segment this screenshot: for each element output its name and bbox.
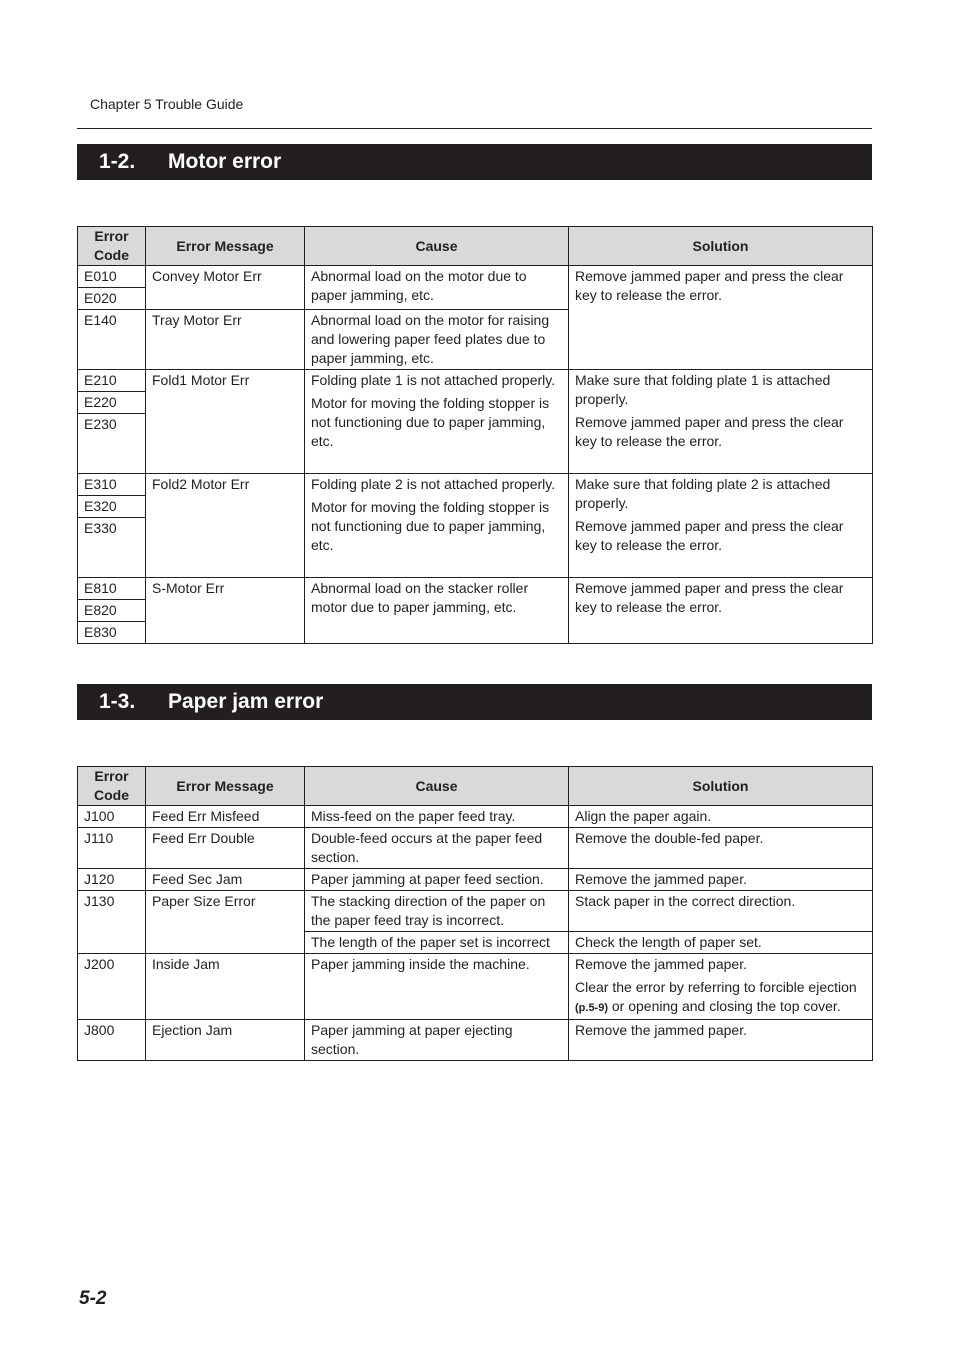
cause-line: Motor for moving the folding stopper is not functioning due to paper jamming, etc.	[311, 499, 550, 553]
cause: The length of the paper set is incorrect	[305, 932, 569, 954]
cause	[305, 370, 569, 474]
section-title: Paper jam error	[168, 690, 324, 713]
solution: Check the length of paper set.	[569, 932, 873, 954]
column-header-error-message: Error Message	[146, 227, 305, 266]
table-row	[78, 806, 873, 828]
solution-line: Remove jammed paper and press the clear key to release the error.	[575, 414, 844, 449]
page-reference-link[interactable]: (p.5-9)	[575, 1002, 608, 1014]
solution: Align the paper again.	[569, 806, 873, 828]
error-message: Fold2 Motor Err	[146, 474, 305, 578]
running-head: Chapter 5 Trouble Guide	[90, 96, 244, 112]
solution	[569, 474, 873, 578]
error-message: Inside Jam	[146, 954, 305, 1020]
cause: Paper jamming inside the machine.	[305, 954, 569, 1020]
section-heading-motor-error	[77, 144, 872, 180]
paper-jam-error-table	[77, 766, 873, 1061]
error-code: E140	[78, 310, 146, 370]
error-code: J800	[78, 1020, 146, 1061]
header-rule	[77, 128, 872, 129]
cause-line: Folding plate 1 is not attached properly.	[311, 372, 556, 388]
section-number: 1-2.	[99, 150, 136, 173]
cause: Paper jamming at paper ejecting section.	[305, 1020, 569, 1061]
error-code: J200	[78, 954, 146, 1020]
cause-line: Folding plate 2 is not attached properly.	[311, 476, 556, 492]
solution: Remove the jammed paper.	[569, 1020, 873, 1061]
error-code: E230	[78, 414, 146, 474]
error-code: E810	[78, 578, 146, 600]
solution-line: Remove jammed paper and press the clear key to release the error.	[575, 518, 844, 553]
table-row	[78, 828, 873, 869]
error-message: Feed Err Double	[146, 828, 305, 869]
error-code: E010	[78, 266, 146, 288]
solution: Remove jammed paper and press the clear key to release the error.	[569, 266, 873, 370]
error-code: E830	[78, 622, 146, 644]
error-code: J130	[78, 891, 146, 954]
error-message: S-Motor Err	[146, 578, 305, 644]
table-row	[78, 891, 873, 932]
error-message: Tray Motor Err	[146, 310, 305, 370]
error-message: Feed Err Misfeed	[146, 806, 305, 828]
solution	[569, 954, 873, 1020]
solution-line: Make sure that folding plate 2 is attached properly.	[575, 476, 831, 511]
solution: Remove the jammed paper.	[569, 869, 873, 891]
error-message: Paper Size Error	[146, 891, 305, 954]
page-number: 5-2	[79, 1288, 107, 1309]
column-header-error-code: Error Code	[78, 227, 146, 266]
error-code: E310	[78, 474, 146, 496]
error-message: Ejection Jam	[146, 1020, 305, 1061]
table-row	[78, 370, 873, 392]
error-message: Convey Motor Err	[146, 266, 305, 310]
error-code: J100	[78, 806, 146, 828]
cause: Double-feed occurs at the paper feed section.	[305, 828, 569, 869]
table-row	[78, 266, 873, 288]
motor-error-table	[77, 226, 873, 644]
column-header-cause: Cause	[305, 767, 569, 806]
error-message: Fold1 Motor Err	[146, 370, 305, 474]
solution: Remove jammed paper and press the clear key to release the error.	[569, 578, 873, 644]
error-code: E330	[78, 518, 146, 578]
error-code: E220	[78, 392, 146, 414]
solution	[569, 370, 873, 474]
solution-line: Remove the jammed paper.	[575, 956, 747, 972]
error-code: J120	[78, 869, 146, 891]
section-number: 1-3.	[99, 690, 136, 713]
section-title: Motor error	[168, 150, 282, 173]
cause: Abnormal load on the motor for raising and lowering paper feed plates due to paper jamming, etc.	[305, 310, 569, 370]
solution-line: Clear the error by referring to forcible ejection (p.5-9) or opening and closing the top cover.	[575, 979, 857, 1014]
table-row	[78, 869, 873, 891]
column-header-solution: Solution	[569, 767, 873, 806]
column-header-cause: Cause	[305, 227, 569, 266]
column-header-error-message: Error Message	[146, 767, 305, 806]
cause	[305, 474, 569, 578]
error-code: E020	[78, 288, 146, 310]
cause: Abnormal load on the stacker roller motor due to paper jamming, etc.	[305, 578, 569, 644]
error-message: Feed Sec Jam	[146, 869, 305, 891]
table-row	[78, 578, 873, 600]
column-header-error-code: Error Code	[78, 767, 146, 806]
cause: Abnormal load on the motor due to paper jamming, etc.	[305, 266, 569, 310]
table-header-row	[78, 767, 873, 806]
solution: Stack paper in the correct direction.	[569, 891, 873, 932]
cause: The stacking direction of the paper on the paper feed tray is incorrect.	[305, 891, 569, 932]
column-header-solution: Solution	[569, 227, 873, 266]
error-code: E210	[78, 370, 146, 392]
section-heading-paper-jam-error	[77, 684, 872, 720]
table-row	[78, 474, 873, 496]
cause-line: Motor for moving the folding stopper is not functioning due to paper jamming, etc.	[311, 395, 550, 449]
table-header-row	[78, 227, 873, 266]
table-row	[78, 954, 873, 1020]
cause: Miss-feed on the paper feed tray.	[305, 806, 569, 828]
solution-line: Make sure that folding plate 1 is attached properly.	[575, 372, 831, 407]
error-code: E820	[78, 600, 146, 622]
error-code: J110	[78, 828, 146, 869]
solution: Remove the double-fed paper.	[569, 828, 873, 869]
error-code: E320	[78, 496, 146, 518]
table-row	[78, 1020, 873, 1061]
cause: Paper jamming at paper feed section.	[305, 869, 569, 891]
